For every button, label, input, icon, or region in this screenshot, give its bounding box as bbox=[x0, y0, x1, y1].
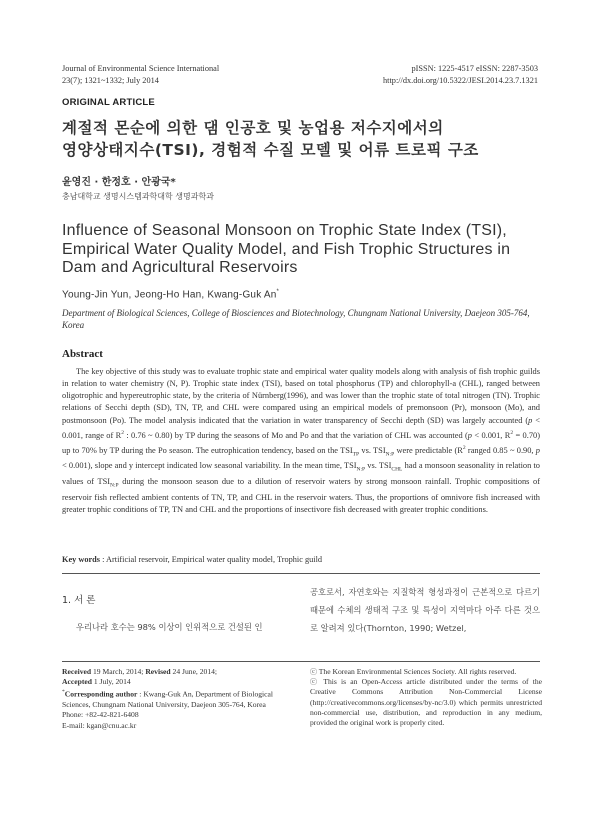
keywords-label: Key words bbox=[62, 555, 101, 564]
english-authors bbox=[62, 289, 279, 300]
journal-issn: pISSN: 1225-4517 eISSN: 2287-3503 bbox=[411, 64, 538, 73]
divider-top bbox=[62, 573, 540, 574]
corresponding-author-mark: * bbox=[276, 289, 279, 295]
english-title-line-1: Influence of Seasonal Monsoon on Trophic State Index (TSI), bbox=[62, 222, 507, 239]
english-author-names: Young-Jin Yun, Jeong-Ho Han, Kwang-Guk An bbox=[62, 289, 277, 301]
journal-name: Journal of Environmental Science International bbox=[62, 64, 220, 73]
copyright-icon: ⓒ bbox=[310, 668, 317, 676]
copyright-icon: ⓒ bbox=[310, 678, 320, 687]
corresponding-author: *Corresponding author : Kwang-Guk An, Department of Biological Sciences, Chungnam National University, Daejeon 305-764, Korea bbox=[62, 689, 274, 710]
english-title bbox=[62, 222, 542, 278]
korean-title-line-2: 영양상태지수(TSI), 경험적 수질 모델 및 어류 트로픽 구조 bbox=[62, 141, 479, 159]
copyright-line: ⓒ The Korean Environmental Sciences Society. All rights reserved. bbox=[310, 667, 517, 676]
keywords bbox=[62, 555, 540, 564]
korean-title-line-1: 계절적 몬순에 의한 댐 인공호 및 농업용 저수지에서의 bbox=[62, 119, 444, 137]
english-affiliation: Department of Biological Sciences, College of Biosciences and Biotechnology, Chungnam National University, Daejeon 305-764, Korea bbox=[62, 308, 530, 330]
footnote-right bbox=[310, 667, 542, 728]
korean-authors: 윤영진 · 한정호 · 안광국* bbox=[62, 177, 176, 188]
intro-left-column: 우리나라 호수는 98% 이상이 인위적으로 건설된 인 bbox=[76, 622, 263, 632]
english-title-line-3: Dam and Agricultural Reservoirs bbox=[62, 259, 298, 276]
keywords-text: : Artificial reservoir, Empirical water quality model, Trophic guild bbox=[100, 555, 323, 564]
dates-line-2: Accepted 1 July, 2014 bbox=[62, 677, 131, 687]
abstract-text: The key objective of this study was to evaluate trophic state and empirical water quality models along with analysis of fish trophic guilds in relation to water chemistry (N, P). Trophic state index (TSI), based on total phosphorus (TP) and chlorophyll-a (CHL), ranged between oligotrophic and hypereutrophic state, by the criteria of Nürnberg(1996), and was lower than the trophic state of total nitrogen (TN). Trophic relations of Secchi depth (SD), TN, TP, and CHL were compared using an empirical models of premonsoon (Pr), monsoon (Mo), and postmonsoon (Po). The model analysis indicated that the variation in water transparency of Secchi depth (SD) was largely accounted (p < 0.001, range of $R^2$ : 0.76 ~ 0.80) by TP during the seasons of Mo and Po and that the variation of CHL was accounted (p < 0.001, $R^2 = 0.70$) up to 70% by TP during the Po season. The eutrophication tendency, based on the $TSI_{TP}$ vs. $TSI_{N:P}$ were predictable ($R^2$ ranged 0.85 ~ 0.90, p < 0.001), slope and y intercept indicated low seasonal variability. In the mean time, $TSI_{N:P}$ vs. $TSI_{CHL}$ had a monsoon seasonality in relation to values of $TSI_{N:P}$ during the monsoon season due to a dilution of reservoir waters by strong monsoon rainfall. Trophic compositions of reservoir fish reflected ambient contents of TN, TP, and CHL in the reservoir waters. Thus, the proportions of omnivore fish increased with greater trophic conditions of TP, TN and CHL and the proportions of insectivore fish decreased with greater trophic conditions. bbox=[62, 367, 541, 515]
phone: Phone: +82-42-821-6408 bbox=[62, 710, 139, 720]
article-type: ORIGINAL ARTICLE bbox=[62, 97, 155, 108]
journal-header-left bbox=[62, 63, 219, 87]
english-title-line-2: Empirical Water Quality Model, and Fish Trophic Structures in bbox=[62, 240, 511, 258]
divider-footnote bbox=[62, 661, 540, 662]
journal-header-right bbox=[383, 63, 538, 87]
dates-line-1: Received 19 March, 2014; Revised 24 June, 2014; bbox=[62, 667, 218, 676]
email[interactable]: E-mail: kgan@cnu.ac.kr bbox=[62, 720, 137, 730]
journal-issue: 23(7); 1321~1332; July 2014 bbox=[62, 76, 159, 85]
korean-title bbox=[62, 117, 542, 161]
journal-doi[interactable]: http://dx.doi.org/10.5322/JESI.2014.23.7.1321 bbox=[383, 76, 538, 85]
korean-affiliation: 충남대학교 생명시스템과학대학 생명과학과 bbox=[62, 192, 214, 201]
license-text: ⓒ This is an Open-Access article distributed under the terms of the Creative Commons Attribution Non-Commercial License (http://creativecommons.org/licenses/by-nc/3.0) which permits unrestricted non-commercial use, distribution, and reproduction in any medium, provided the original work is properly cited. bbox=[310, 677, 543, 728]
section-heading-introduction: 1. 서 론 bbox=[62, 595, 96, 606]
footnote-left bbox=[62, 667, 298, 731]
abstract-heading: Abstract bbox=[62, 348, 103, 360]
intro-right-column: 공호로서, 자연호와는 지질학적 형성과정이 근본적으로 다르기 때문에 수체의 생태적 구조 및 특성이 지역마다 아주 다른 것으로 알려져 있다(Thornton, 1990; Wetzel, bbox=[310, 587, 540, 633]
